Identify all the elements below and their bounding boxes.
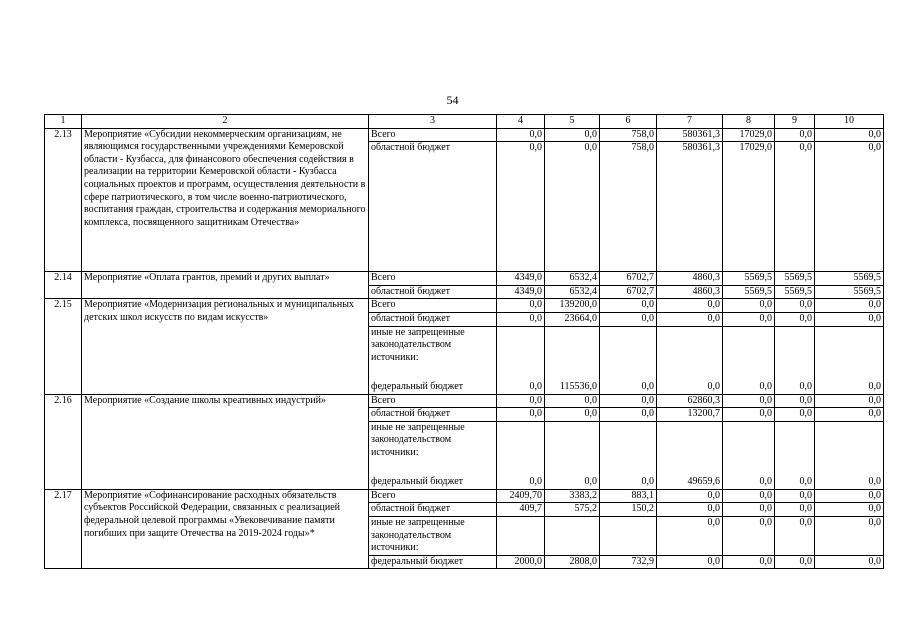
value-cell: 409,7: [497, 503, 545, 517]
value-cell: 2808,0: [545, 555, 600, 569]
table-row: [45, 299, 884, 313]
value-cell: 0,0: [723, 408, 775, 422]
value-cell: 0,0: [815, 312, 884, 326]
row-description: Мероприятие «Создание школы креативных индустрий»: [82, 394, 369, 489]
column-header: 5: [545, 115, 600, 129]
value-cell: 5569,5: [775, 272, 815, 286]
value-cell: 6532,4: [545, 272, 600, 286]
value-cell: 0,0: [657, 503, 723, 517]
value-cell: 0,0: [815, 555, 884, 569]
column-header: 6: [600, 115, 657, 129]
value-cell: 0,0: [723, 421, 775, 489]
value-cell: 580361,3: [657, 128, 723, 142]
value-cell: 115536,0: [545, 326, 600, 394]
funding-source-name: областной бюджет: [371, 503, 451, 515]
value-cell: 0,0: [657, 299, 723, 313]
value-cell: 0,0: [775, 516, 815, 555]
row-number: 2.14: [45, 272, 82, 299]
value-cell: 0,0: [497, 142, 545, 272]
value-cell: 0,0: [775, 142, 815, 272]
funding-source-name: иные не запрещенные законодательством источники:: [371, 421, 465, 458]
value-cell: 0,0: [815, 503, 884, 517]
value-cell: 0,0: [815, 326, 884, 394]
value-cell: 5569,5: [815, 272, 884, 286]
value-cell: 0,0: [775, 312, 815, 326]
value-cell: 6532,4: [545, 285, 600, 299]
funding-source-sub: федеральный бюджет: [371, 476, 464, 488]
funding-source: [369, 299, 497, 313]
funding-source-name: областной бюджет: [371, 312, 451, 324]
value-cell: 0,0: [497, 394, 545, 408]
table-row: [45, 128, 884, 142]
row-description: Мероприятие «Субсидии некоммерческим организациям, не являющимся государственными учреждениями Кемеровской области - Кузбасса, для финансового обеспечения содействия в реализации на территории Кемеровской области - Кузбасса социальных проектов и программ, осуществления деятельности в сфере патриотического, в том числе военно-патриотического, воспитания граждан, строительства и содержания мемориального комплекса, посвященного защитникам Отечества»: [82, 128, 369, 272]
value-cell: 0,0: [723, 312, 775, 326]
value-cell: 0,0: [775, 503, 815, 517]
funding-source: [369, 408, 497, 422]
row-number: 2.15: [45, 299, 82, 394]
value-cell: 6702,7: [600, 272, 657, 286]
value-cell: 139200,0: [545, 299, 600, 313]
value-cell: 17029,0: [723, 142, 775, 272]
value-cell: 0,0: [657, 326, 723, 394]
value-cell: 0,0: [600, 326, 657, 394]
funding-source: [369, 312, 497, 326]
row-description: Мероприятие «Модернизация региональных и муниципальных детских школ искусств по видам искусств»: [82, 299, 369, 394]
value-cell: 2409,70: [497, 489, 545, 503]
row-number: 2.13: [45, 128, 82, 272]
funding-source: [369, 489, 497, 503]
value-cell: 3383,2: [545, 489, 600, 503]
value-cell: 5569,5: [775, 285, 815, 299]
funding-source-name: иные не запрещенные законодательством источники:: [371, 326, 465, 363]
funding-source-name: Всего: [371, 272, 396, 284]
value-cell: 0,0: [497, 326, 545, 394]
value-cell: 0,0: [497, 421, 545, 489]
funding-source-name: Всего: [371, 394, 396, 406]
funding-source: [369, 142, 497, 272]
value-cell: 0,0: [545, 142, 600, 272]
value-cell: 0,0: [815, 142, 884, 272]
funding-source: [369, 326, 497, 394]
value-cell: 0,0: [545, 408, 600, 422]
page-number: 54: [446, 93, 459, 107]
funding-source: [369, 285, 497, 299]
funding-source-name: областной бюджет: [371, 142, 451, 154]
value-cell: 0,0: [775, 394, 815, 408]
value-cell: 150,2: [600, 503, 657, 517]
funding-source: [369, 555, 497, 569]
funding-source-name: областной бюджет: [371, 285, 451, 297]
value-cell: 4349,0: [497, 285, 545, 299]
funding-source-name: федеральный бюджет: [371, 555, 464, 567]
value-cell: 0,0: [545, 128, 600, 142]
value-cell: 13200,7: [657, 408, 723, 422]
value-cell: 883,1: [600, 489, 657, 503]
value-cell: 0,0: [775, 128, 815, 142]
table-body: [45, 115, 884, 569]
value-cell: [497, 516, 545, 555]
funding-source: [369, 272, 497, 286]
value-cell: 0,0: [657, 312, 723, 326]
column-header: 1: [45, 115, 82, 129]
value-cell: 0,0: [497, 408, 545, 422]
value-cell: 0,0: [657, 489, 723, 503]
value-cell: [545, 516, 600, 555]
value-cell: 49659,6: [657, 421, 723, 489]
row-description: Мероприятие «Оплата грантов, премий и других выплат»: [82, 272, 369, 299]
column-header: 4: [497, 115, 545, 129]
value-cell: 0,0: [600, 312, 657, 326]
row-description: Мероприятие «Софинансирование расходных обязательств субъектов Российской Федерации, связанных с реализацией федеральной целевой программы «Увековечивание памяти погибших при защите Отечества на 2019-2024 годы»*: [82, 489, 369, 569]
value-cell: 0,0: [775, 421, 815, 489]
value-cell: 0,0: [815, 516, 884, 555]
funding-source: [369, 503, 497, 517]
value-cell: 5569,5: [723, 285, 775, 299]
value-cell: 0,0: [775, 299, 815, 313]
value-cell: 0,0: [723, 489, 775, 503]
value-cell: 0,0: [775, 326, 815, 394]
value-cell: 758,0: [600, 142, 657, 272]
value-cell: 0,0: [600, 394, 657, 408]
value-cell: 0,0: [815, 421, 884, 489]
funding-source: [369, 516, 497, 555]
value-cell: 0,0: [600, 421, 657, 489]
row-number: 2.16: [45, 394, 82, 489]
funding-source-name: иные не запрещенные законодательством источники:: [371, 516, 465, 554]
value-cell: 0,0: [545, 394, 600, 408]
value-cell: 62860,3: [657, 394, 723, 408]
table-row: [45, 272, 884, 286]
header-row: [45, 115, 884, 129]
funding-source-name: Всего: [371, 489, 396, 501]
table-row: [45, 394, 884, 408]
funding-source-name: областной бюджет: [371, 408, 451, 420]
value-cell: 0,0: [723, 503, 775, 517]
value-cell: 0,0: [497, 128, 545, 142]
value-cell: 0,0: [600, 299, 657, 313]
value-cell: 17029,0: [723, 128, 775, 142]
value-cell: 0,0: [815, 394, 884, 408]
value-cell: 0,0: [815, 408, 884, 422]
funding-source-sub: федеральный бюджет: [371, 380, 464, 392]
value-cell: 0,0: [815, 128, 884, 142]
value-cell: 0,0: [723, 394, 775, 408]
funding-source: [369, 128, 497, 142]
funding-source-name: Всего: [371, 128, 396, 140]
funding-source-name: Всего: [371, 299, 396, 311]
value-cell: [600, 516, 657, 555]
column-header: 7: [657, 115, 723, 129]
value-cell: 0,0: [600, 408, 657, 422]
value-cell: 0,0: [775, 489, 815, 503]
funding-source: [369, 421, 497, 489]
value-cell: 4860,3: [657, 272, 723, 286]
value-cell: 0,0: [775, 408, 815, 422]
value-cell: 0,0: [815, 299, 884, 313]
value-cell: 0,0: [545, 421, 600, 489]
value-cell: 0,0: [723, 516, 775, 555]
budget-table: [44, 114, 884, 569]
value-cell: 6702,7: [600, 285, 657, 299]
value-cell: 2000,0: [497, 555, 545, 569]
column-header: 3: [369, 115, 497, 129]
value-cell: 0,0: [723, 326, 775, 394]
value-cell: 575,2: [545, 503, 600, 517]
value-cell: 4349,0: [497, 272, 545, 286]
column-header: 8: [723, 115, 775, 129]
value-cell: 580361,3: [657, 142, 723, 272]
value-cell: 5569,5: [815, 285, 884, 299]
value-cell: 0,0: [497, 312, 545, 326]
value-cell: 0,0: [723, 555, 775, 569]
value-cell: 0,0: [657, 516, 723, 555]
value-cell: 732,9: [600, 555, 657, 569]
value-cell: 0,0: [815, 489, 884, 503]
value-cell: 4860,3: [657, 285, 723, 299]
value-cell: 0,0: [657, 555, 723, 569]
row-number: 2.17: [45, 489, 82, 569]
column-header: 9: [775, 115, 815, 129]
table-row: [45, 489, 884, 503]
value-cell: 758,0: [600, 128, 657, 142]
value-cell: 0,0: [775, 555, 815, 569]
value-cell: 23664,0: [545, 312, 600, 326]
value-cell: 5569,5: [723, 272, 775, 286]
column-header: 2: [82, 115, 369, 129]
funding-source: [369, 394, 497, 408]
value-cell: 0,0: [723, 299, 775, 313]
column-header: 10: [815, 115, 884, 129]
value-cell: 0,0: [497, 299, 545, 313]
